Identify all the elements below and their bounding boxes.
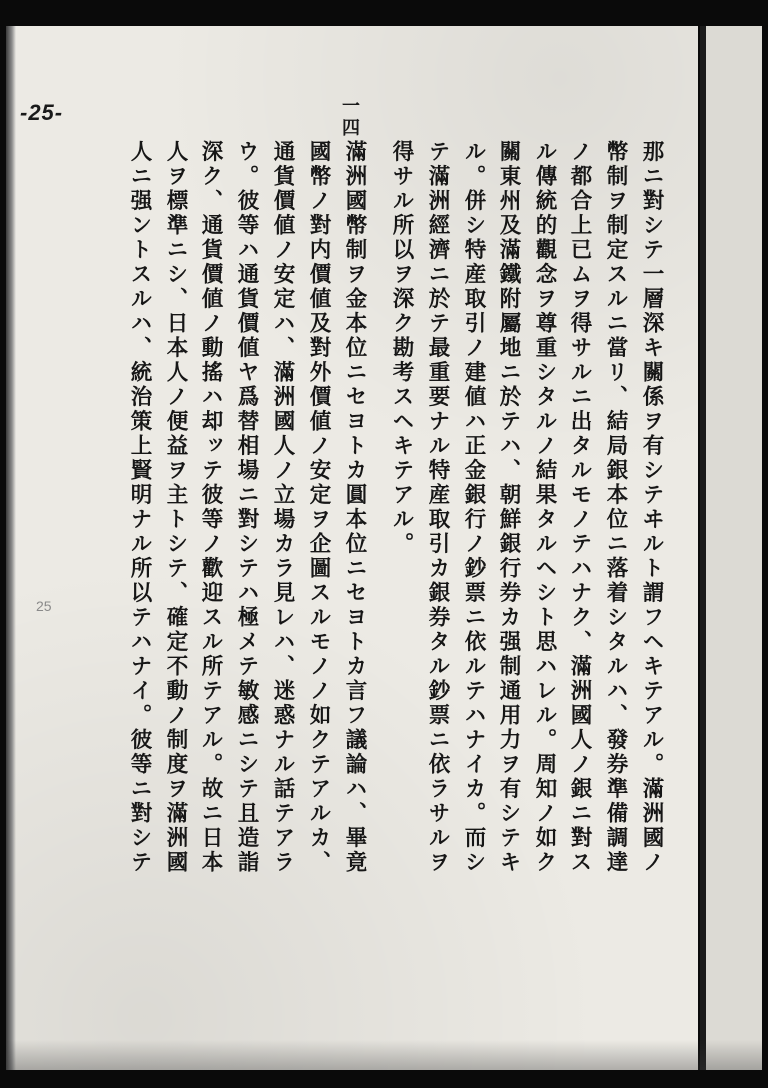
text-column-10: 國幣ノ對内價値及對外價値ノ安定ヲ企圖スルモノノ如クテアルカ、 bbox=[306, 140, 331, 875]
adjacent-page-edge bbox=[706, 26, 762, 1070]
text-column-5: 關東州及滿鐵附屬地ニ於テハ、朝鮮銀行券カ强制通用力ヲ有シテキ bbox=[496, 140, 521, 875]
faint-page-number: 25 bbox=[36, 598, 52, 614]
text-column-2: 幣制ヲ制定スルニ當リ、結局銀本位ニ落着シタルハ、發券準備調達 bbox=[603, 140, 628, 875]
text-column-11: 通貨價値ノ安定ハ、滿洲國人ノ立場カラ見レハ、迷惑ナル話テアラ bbox=[270, 140, 295, 875]
text-column-13: 深ク、通貨價値ノ動搖ハ却ッテ彼等ノ歡迎スル所テアル。故ニ日本 bbox=[198, 140, 223, 875]
text-column-9: 滿洲國幣制ヲ金本位ニセヨトカ圓本位ニセヨトカ言フ議論ハ、畢竟 bbox=[342, 140, 367, 875]
section-header: 一四 bbox=[339, 96, 360, 140]
text-column-7: テ滿洲經濟ニ於テ最重要ナル特産取引カ銀券タル鈔票ニ依ラサルヲ bbox=[425, 140, 450, 875]
text-column-3: ノ都合上已ムヲ得サルニ出タルモノテハナク、滿洲國人ノ銀ニ對ス bbox=[567, 140, 592, 875]
page-number: -25- bbox=[20, 100, 64, 125]
text-column-4: ル傳統的觀念ヲ尊重シタルノ結果タルヘシト思ハレル。周知ノ如ク bbox=[532, 140, 557, 875]
bottom-page-shadow bbox=[6, 1040, 762, 1070]
text-column-1: 那ニ對シテ一層深キ關係ヲ有シテヰルト謂フヘキテアル。滿洲國ノ bbox=[639, 140, 664, 875]
text-body bbox=[127, 140, 664, 900]
text-column-15: 人ニ强ントスルハ、統治策上賢明ナル所以テハナイ。彼等ニ對シテ bbox=[127, 140, 152, 875]
page-edge-shadow bbox=[6, 26, 16, 1070]
text-column-14: 人ヲ標準ニシ、日本人ノ便益ヲ主トシテ、確定不動ノ制度ヲ滿洲國 bbox=[163, 140, 188, 875]
text-column-12: ウ。彼等ハ通貨價値ヤ爲替相場ニ對シテハ極メテ敏感ニシテ且造詣 bbox=[234, 140, 259, 875]
text-column-6: ル。併シ特産取引ノ建値ハ正金銀行ノ鈔票ニ依ルテハナイカ。而シ bbox=[461, 140, 486, 875]
text-column-8: 得サル所以ヲ深ク勘考スヘキテアル。 bbox=[389, 140, 414, 557]
